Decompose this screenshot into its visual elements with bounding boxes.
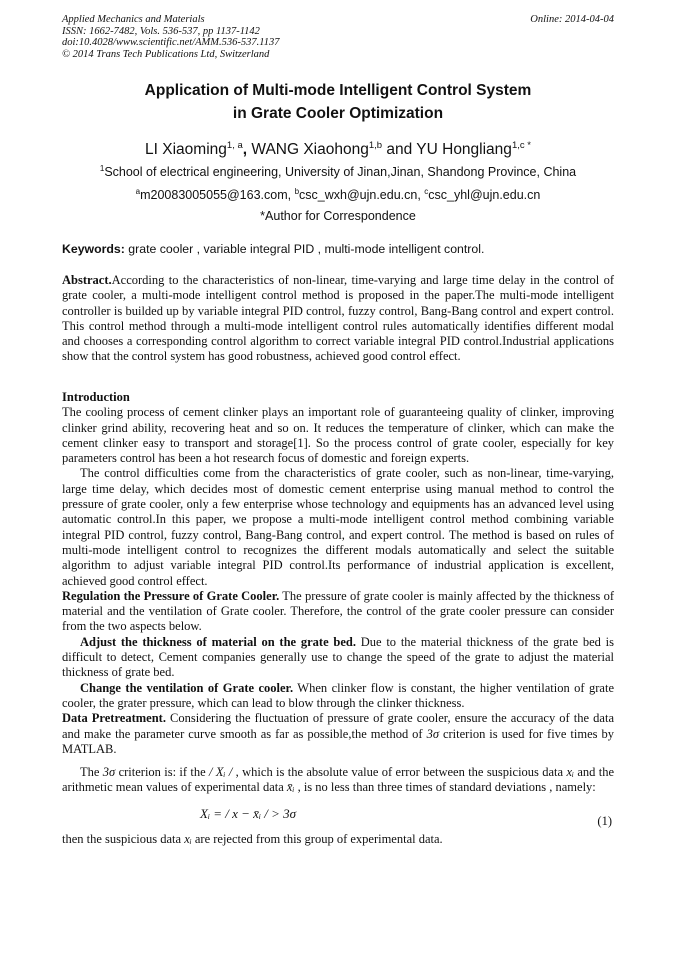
pretreatment-text: criterion is used for five times by MATLAB.: [62, 726, 614, 756]
regulation-heading: Regulation the Pressure of Grate Cooler.: [62, 588, 280, 603]
correspondence-note: *Author for Correspondence: [260, 209, 416, 223]
email-link[interactable]: m20083005055@163.com,: [140, 188, 295, 203]
author-name: WANG Xiaohong: [251, 141, 369, 159]
email-superscript: a: [135, 187, 141, 196]
doi-line[interactable]: doi:10.4028/www.scientific.net/AMM.536-537.1137: [62, 37, 280, 48]
title-line-1: Application of Multi-mode Intelligent Control System: [144, 82, 532, 99]
email-link[interactable]: csc_yhl@ujn.edu.cn: [428, 188, 541, 203]
email-superscript: b: [294, 187, 300, 196]
author-superscript: 1,c *: [511, 140, 531, 151]
abstract-label: Abstract.: [62, 273, 112, 287]
online-date: Online: 2014-04-04: [530, 14, 614, 25]
author-name: YU Hongliang: [416, 141, 512, 159]
criterion-text: and the arithmetic mean values of experimental data: [62, 765, 614, 795]
pretreatment-text: Considering the fluctuation of pressure of grate cooler, ensure the accuracy of the data and make the parameter curve smooth as far as possible,the method of: [62, 711, 614, 741]
author-superscript: 1,b: [368, 140, 383, 151]
main-text: [62, 390, 614, 847]
equation-1: [62, 796, 614, 832]
criterion-text: The: [80, 765, 103, 780]
abstract: [62, 273, 614, 365]
paper-title: [62, 79, 614, 125]
author-conjunction: and: [382, 141, 417, 159]
title-line-2: in Grate Cooler Optimization: [232, 105, 444, 122]
email-superscript: c: [424, 187, 429, 196]
rejection-text: then the suspicious data: [62, 831, 185, 846]
intro-paragraph-2: The control difficulties come from the characteristics of grate cooler, such as non-linear, time-varying, large time delay, which decides most of domestic cement enterprise using manual method to control the pressure of grate cooler, only a few enterprise whose technology and equipments has an advanced level using automatic control.In this paper, we propose a multi-mode intelligent control method combining variable integral PID control, fuzzy control, Bang-Bang control, and expert control. The method is based on rules of multi-mode intelligent control to recognizes the different modals automatically and select the suitable algorithm to adjust variable integral PID control.Its performance of industrial application is excellent, achieved good control effect.: [62, 466, 614, 588]
keywords-text: grate cooler , variable integral PID , multi-mode intelligent control.: [124, 242, 485, 256]
author-superscript: 1, a: [226, 140, 243, 151]
author-name: LI Xiaoming: [145, 141, 227, 159]
email-list: [62, 187, 614, 202]
criterion-paragraph: [62, 765, 614, 796]
rejection-text: are rejected from this group of experimental data.: [191, 831, 443, 846]
affiliation-superscript: 1: [99, 164, 105, 173]
pretreatment-heading: Data Pretreatment.: [62, 711, 166, 726]
author-list: LI Xiaoming$^{1, a}$, WANG Xiaohong$^{1,b}$ and YU Hongliang$^{1,c *}$: [145, 140, 531, 159]
intro-paragraph-1: The cooling process of cement clinker plays an important role of guaranteeing quality of clinker, improving clinker grind ability, recovering heat and so on. It reduces the temperature of clinker, which can make the cement clinker easy to transport and storage[1]. So the process control of grate cooler, especially for key parameters control has been a hot research focus of domestic and foreign experts.: [62, 405, 614, 466]
equation-number: (1): [597, 813, 612, 828]
journal-header: [62, 14, 614, 60]
ventilation-paragraph: [62, 681, 614, 712]
keywords-label: Keywords:: [62, 242, 125, 256]
equation-expression: Xᵢ = / x − x̄ᵢ / > 3σ: [200, 805, 297, 821]
math-symbol: 3σ: [102, 765, 116, 780]
keywords: [62, 242, 614, 256]
issn-line: ISSN: 1662-7482, Vols. 536-537, pp 1137-1142: [62, 25, 260, 37]
regulation-paragraph: [62, 589, 614, 635]
affiliation-text: School of electrical engineering, University of Jinan,Jinan, Shandong Province, China: [104, 165, 577, 180]
ventilation-text: When clinker flow is constant, the higher ventilation of grate cooler, the grater pressure, which can lead to blow through the clinker thickness.: [62, 680, 614, 710]
email-link[interactable]: csc_wxh@ujn.edu.cn,: [299, 188, 425, 203]
criterion-text: criterion is: if the: [115, 765, 210, 780]
pretreatment-paragraph: [62, 711, 614, 757]
adjust-heading: Adjust the thickness of material on the grate bed.: [80, 634, 356, 649]
affiliation: [62, 164, 614, 179]
math-symbol: 3σ: [426, 726, 439, 741]
math-symbol: / Xᵢ /: [209, 765, 233, 780]
rejection-paragraph: [62, 832, 614, 847]
abstract-text: According to the characteristics of non-linear, time-varying and large time delay in the control of grate cooler, a multi-mode intelligent control method is proposed in the paper.The multi-mode intelligent controller is builded up by variable integral PID control, fuzzy control, Bang-Bang control and expert control. This control method through a multi-mode intelligent control rules automatically identifies different modal and chooses a corresponding control algorithm to correct variable integral PID control.Industrial applications show that the control system has good robustness, achieved good control effect.: [62, 273, 614, 364]
math-symbol: xᵢ: [566, 765, 574, 780]
criterion-text: , is no less than three times of standard deviations , namely:: [294, 780, 596, 795]
section-heading-introduction: Introduction: [62, 390, 130, 404]
adjust-paragraph: [62, 635, 614, 681]
adjust-text: Due to the material thickness of the grate bed is difficult to detect, Cement companies generally use to change the speed of the grate to adjust the material thickness of grate bed.: [62, 634, 614, 680]
criterion-text: , which is the absolute value of error between the suspicious data: [232, 765, 567, 780]
ventilation-heading: Change the ventilation of Grate cooler.: [80, 680, 294, 695]
math-symbol: xᵢ: [184, 831, 192, 846]
copyright-line: © 2014 Trans Tech Publications Ltd, Switzerland: [62, 48, 270, 60]
journal-name: Applied Mechanics and Materials: [62, 14, 205, 25]
regulation-text: The pressure of grate cooler is mainly affected by the thickness of material and the ventilation of Grate cooler. Therefore, the control of the grate cooler pressure can consider from the two aspects below.: [62, 588, 614, 634]
math-symbol: x̄ᵢ: [286, 780, 295, 795]
